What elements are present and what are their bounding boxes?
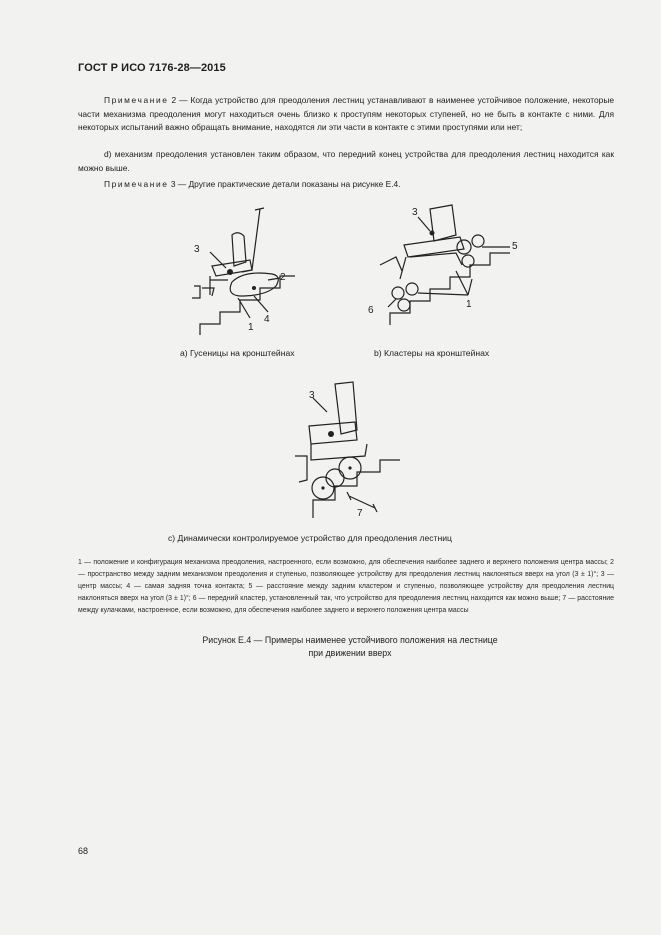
fig-a-label-3: 3 <box>194 244 200 255</box>
page-number: 68 <box>78 846 89 856</box>
figure-b-clusters-on-brackets <box>360 195 530 335</box>
fig-a-label-1: 1 <box>248 322 254 333</box>
figure-title-line-2: при движении вверх <box>308 648 392 658</box>
figure-title <box>150 634 550 660</box>
figure-a-caption: а) Гусеницы на кронштейнах <box>180 348 295 358</box>
fig-b-label-1: 1 <box>466 299 472 310</box>
note-3-label: Примечание <box>104 179 169 189</box>
fig-c-label-3: 3 <box>309 390 315 401</box>
figure-a-tracks-on-brackets <box>180 200 310 340</box>
fig-a-label-4: 4 <box>264 314 270 325</box>
figure-legend: 1 — положение и конфигурация механизма преодоления, настроенного, если возможно, для обеспечения наиболее заднего и верхнего положения центра массы; 2 — пространство между задним механизмом преодоления и ступенью, позволяющее устройству для преодоления лестниц наклоняться вверх на угол (3 ± 1)°; 3 — центр массы; 4 — самая задняя точка контакта; 5 — расстояние между задним кластером и ступенью, позволяющее устройству для преодоления лестниц наклоняться вверх на угол (3 ± 1)°; 6 — передний кластер, установленный так, что устройство для преодоления лестниц находится как можно выше; 7 — расстояние между кулачками, настроенное, если возможно, для обеспечения наиболее заднего и верхнего положения центра массы <box>78 559 614 615</box>
fig-c-label-7: 7 <box>357 508 363 519</box>
figure-c-caption: с) Динамически контролируемое устройство для преодоления лестниц <box>168 533 452 543</box>
note-3 <box>78 178 614 192</box>
standard-header: ГОСТ Р ИСО 7176-28—2015 <box>78 62 226 74</box>
note-2-label: Примечание <box>104 95 169 105</box>
figure-b-caption: b) Кластеры на кронштейнах <box>374 348 490 358</box>
fig-b-label-6: 6 <box>368 305 374 316</box>
figure-title-line-1: Рисунок Е.4 — Примеры наименее устойчивого положения на лестнице <box>202 635 498 645</box>
note-2-text: 2 — Когда устройство для преодоления лестниц устанавливают в наименее устойчивое положение, некоторые части механизма преодоления могут находиться очень близко к проступям некоторых ступеней, но не быть в контакте с ними. Для некоторых испытаний важно обращать внимание, находятся ли эти части в контакте с этими проступями или нет; <box>78 95 615 132</box>
fig-b-label-3: 3 <box>412 207 418 218</box>
item-d: d) механизм преодоления установлен таким образом, что передний конец устройства для преодоления лестниц находится как можно выше. <box>78 149 614 173</box>
fig-a-label-2: 2 <box>280 272 286 283</box>
figure-c-dynamic-device <box>285 378 415 528</box>
fig-b-label-5: 5 <box>512 241 518 252</box>
note-3-text: 3 — Другие практические детали показаны на рисунке Е.4. <box>170 179 401 189</box>
note-2 <box>78 94 614 135</box>
